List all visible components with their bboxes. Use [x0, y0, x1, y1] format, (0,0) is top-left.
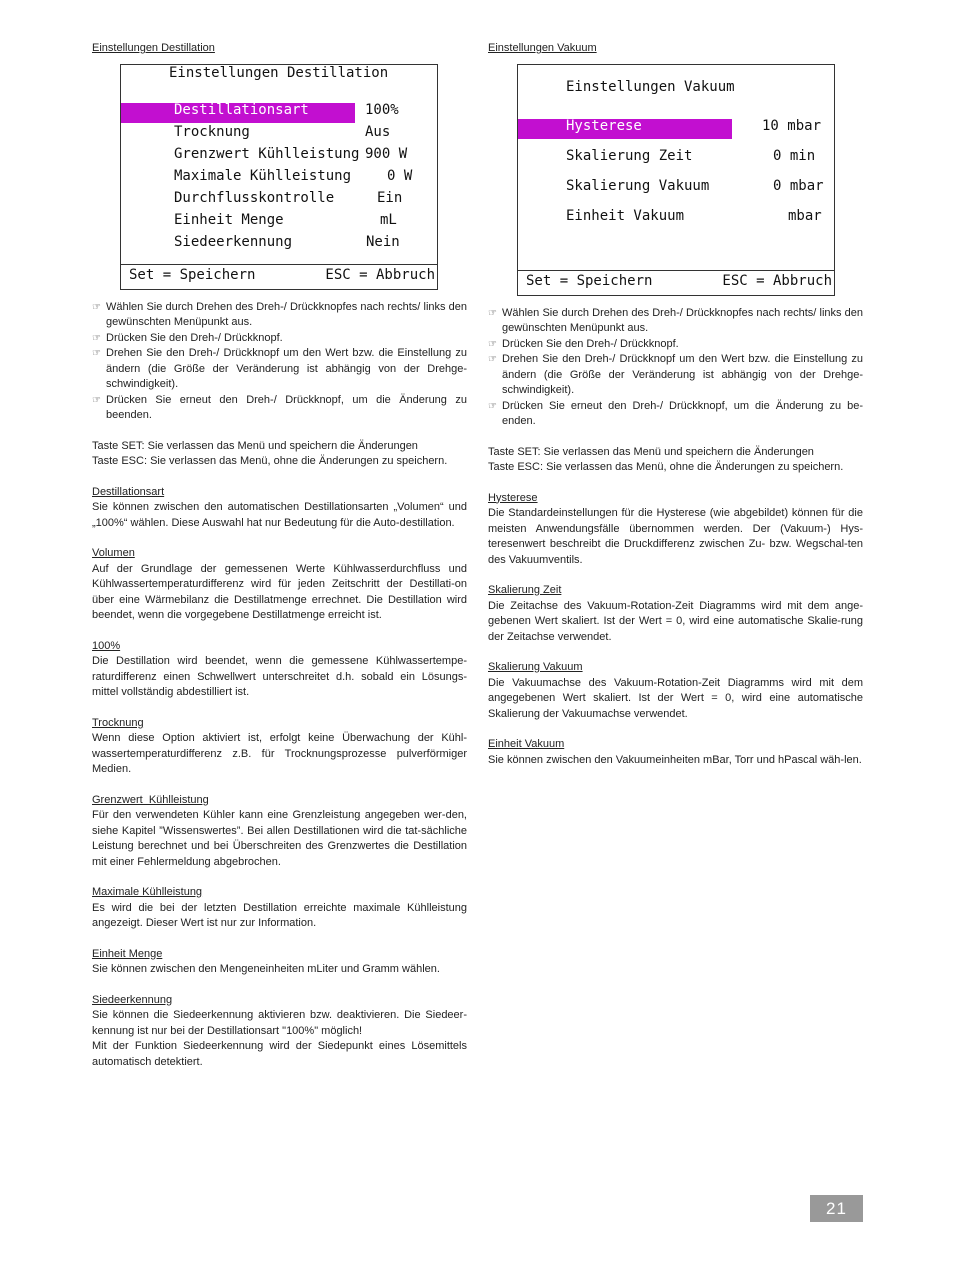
section-text: Für den verwendeten Kühler kann eine Grenzleistung angegeben wer-den, siehe Kapitel ”Wissenswertes”. Bei allen Destillationen wird die tat-sächliche Leistung berechnet und bei Überschreiten des Grenzwertes die Destillation mit einer Fehlermeldung abgebrochen. — [92, 809, 467, 868]
pointing-hand-icon: ☞ — [488, 338, 497, 350]
section-einheit-vakuum — [488, 737, 863, 768]
section-text: Sie können die Siedeerkennung aktivieren bzw. deaktivieren. Die Siedeer-kennung ist nur bei der Destillationsart "100%" möglich! — [92, 1009, 467, 1037]
lcd-row-label: Grenzwert Kühlleistung — [174, 145, 360, 162]
lcd-row-label: Durchflusskontrolle — [174, 189, 335, 206]
lcd-row-maximale-kuehlleistung[interactable] — [174, 167, 413, 189]
lcd-row-hysterese[interactable] — [566, 119, 828, 139]
pointing-hand-icon: ☞ — [92, 394, 101, 406]
lcd-footer-esc: ESC = Abbruch — [722, 272, 832, 289]
pointing-hand-icon: ☞ — [92, 332, 101, 344]
lcd-row-value: 10 mbar — [762, 117, 822, 134]
lcd-row-value: Aus — [365, 123, 391, 140]
key-set-text: Taste SET: Sie verlassen das Menü und speichern die Änderungen — [92, 439, 418, 452]
lcd-row-destillationsart[interactable] — [174, 103, 404, 123]
list-item: ☞ Drücken Sie den Dreh-/ Drückknopf. — [488, 337, 863, 353]
section-text: Auf der Grundlage der gemessenen Werte Kühlwasserdurchfluss und Kühlwassertemperaturdifferenz wird für jeden Zeitschritt der Destillati-on über eine Wärmebilanz die Destillatmenge errechnet. Die Destillation wird beendet, wenn die vorgegebene Destillatmenge erreicht ist. — [92, 562, 467, 621]
lcd-footer — [121, 264, 437, 289]
lcd-row-value: mL — [380, 211, 397, 228]
lcd-row-label: Einheit Menge — [174, 211, 284, 228]
section-title: Grenzwert Kühlleistung — [92, 793, 209, 806]
section-text: Sie können zwischen den Mengeneinheiten mLiter und Gramm wählen. — [92, 963, 440, 975]
section-title: Skalierung Zeit — [488, 584, 562, 596]
key-set-text: Taste SET: Sie verlassen das Menü und speichern die Änderungen — [488, 445, 814, 458]
page-number: 21 — [810, 1195, 863, 1222]
section-maximale-kuehlleistung — [92, 885, 467, 932]
instruction-list — [92, 300, 467, 424]
section-heading: Einstellungen Vakuum — [488, 42, 597, 54]
section-volumen — [92, 546, 467, 624]
lcd-title: Einstellungen Vakuum — [566, 78, 735, 95]
lcd-row-trocknung[interactable] — [174, 125, 404, 145]
section-title: Destillationsart — [92, 485, 165, 498]
lcd-row-label: Skalierung Zeit — [566, 147, 693, 164]
lcd-row-skalierung-vakuum[interactable] — [566, 179, 828, 199]
lcd-footer-set: Set = Speichern — [129, 266, 256, 283]
section-skalierung-vakuum — [488, 660, 863, 722]
lcd-row-label: Siedeerkennung — [174, 233, 293, 250]
lcd-row-siedeerkennung[interactable] — [174, 235, 404, 255]
section-text: Wenn diese Option aktiviert ist, erfolgt keine Überwachung der Kühl-wassertemperaturdifferenz z.B. für Trocknungsprozesse pulverförmiger Medien. — [92, 732, 467, 775]
lcd-row-label: Trocknung — [174, 123, 250, 140]
pointing-hand-icon: ☞ — [488, 400, 497, 412]
section-text: Die Destillation wird beendet, wenn die gemessene Kühlwassertempe-raturdifferenz einen Schwellwert unterschreitet d.h. sobald ein Lösungs-mittel vollständig abdestilliert ist. — [92, 655, 467, 698]
list-item: ☞ Wählen Sie durch Drehen des Dreh-/ Drückknopfes nach rechts/ links den gewünschten Menüpunkt aus. — [488, 306, 863, 334]
lcd-row-label: Hysterese — [566, 117, 642, 134]
lcd-row-label: Destillationsart — [174, 101, 309, 118]
lcd-row-durchflusskontrolle[interactable] — [174, 191, 404, 211]
section-siedeerkennung — [92, 993, 467, 1071]
lcd-destillation-settings — [120, 64, 438, 290]
key-descriptions — [92, 439, 467, 470]
section-heading: Einstellungen Destillation — [92, 42, 215, 54]
section-text: Die Standardeinstellungen für die Hysterese (wie abgebildet) können für die meisten Anwendungsfälle übernommen werden. Der (Vakuum-) Hys-teresenwert beschreibt die Druckdifferenz zwischen Zu- bzw. Wegschal-ten des Vakuumventils. — [488, 507, 863, 566]
section-title: Volumen — [92, 547, 135, 559]
lcd-row-einheit-menge[interactable] — [174, 213, 404, 233]
lcd-row-skalierung-zeit[interactable] — [566, 149, 828, 169]
lcd-row-label: Skalierung Vakuum — [566, 177, 710, 194]
lcd-row-value: mbar — [788, 207, 822, 224]
section-title: 100% — [92, 639, 121, 652]
section-text: Die Zeitachse des Vakuum-Rotation-Zeit Diagramms wird mit dem ange-gebenen Wert skaliert. Ist der Wert = 0, wird eine automatische Skalie-rung der Zeitachse verwendet. — [488, 599, 863, 643]
lcd-row-value: 0 mbar — [773, 177, 824, 194]
section-text: Sie können zwischen den automatischen Destillationsarten „Volumen“ und „100%“ wählen. Diese Auswahl hat nur Bedeutung für die Auto-destillation. — [92, 501, 467, 529]
pointing-hand-icon: ☞ — [488, 307, 497, 319]
list-item: ☞ Drehen Sie den Dreh-/ Drückknopf um den Wert bzw. die Einstellung zu ändern (die Größe der Veränderung ist abhängig von der Drehge-schwindigkeit). — [92, 347, 467, 390]
lcd-footer-set: Set = Speichern — [526, 272, 653, 289]
section-einheit-menge — [92, 947, 467, 978]
pointing-hand-icon: ☞ — [92, 348, 101, 359]
key-esc-text: Taste ESC: Sie verlassen das Menü, ohne die Änderungen zu speichern. — [488, 461, 844, 473]
section-100-percent — [92, 639, 467, 701]
section-title: Einheit Menge — [92, 947, 163, 960]
list-item: ☞ Drücken Sie erneut den Dreh-/ Drückknopf, um die Änderung zu be-enden. — [488, 399, 863, 427]
left-column — [92, 41, 467, 1070]
lcd-footer-esc: ESC = Abbruch — [325, 266, 435, 283]
list-item: ☞ Drehen Sie den Dreh-/ Drückknopf um den Wert bzw. die Einstellung zu ändern (die Größe der Veränderung ist abhängig von der Drehge-schwindigkeit). — [488, 353, 863, 396]
section-skalierung-zeit — [488, 583, 863, 645]
section-text: Sie können zwischen den Vakuumeinheiten mBar, Torr und hPascal wäh-len. — [488, 753, 862, 766]
section-title: Hysterese — [488, 491, 538, 504]
lcd-row-grenzwert[interactable] — [174, 145, 408, 167]
section-title: Maximale Kühlleistung — [92, 886, 203, 898]
pointing-hand-icon: ☞ — [92, 301, 101, 313]
section-text: Es wird die bei der letzten Destillation erreichte maximale Kühlleistung angezeigt. Dieser Wert ist nur zur Information. — [92, 901, 467, 929]
lcd-row-label: Maximale Kühlleistung — [174, 167, 352, 184]
section-text: Mit der Funktion Siedeerkennung wird der Siedepunkt eines Lösemittels automatisch detektiert. — [92, 1040, 467, 1068]
right-column — [488, 41, 863, 768]
list-item: ☞ Drücken Sie den Dreh-/ Drückknopf. — [92, 331, 467, 347]
list-item: ☞ Drücken Sie erneut den Dreh-/ Drückknopf, um die Änderung zu beenden. — [92, 393, 467, 421]
lcd-title: Einstellungen Destillation — [169, 64, 389, 81]
lcd-row-einheit-vakuum[interactable] — [566, 209, 828, 229]
section-title: Skalierung Vakuum — [488, 661, 583, 673]
lcd-row-value: 100% — [365, 101, 399, 118]
key-descriptions — [488, 445, 863, 476]
lcd-vakuum-settings — [517, 64, 835, 296]
lcd-footer — [518, 270, 834, 295]
lcd-row-value: Ein — [377, 189, 403, 206]
pointing-hand-icon: ☞ — [488, 354, 497, 365]
section-title: Siedeerkennung — [92, 993, 173, 1006]
section-grenzwert-kuehlleistung — [92, 793, 467, 871]
section-title: Trocknung — [92, 716, 144, 729]
lcd-row-value: Nein — [366, 233, 400, 250]
lcd-row-value: 0 W — [387, 167, 413, 184]
lcd-row-label: Einheit Vakuum — [566, 207, 685, 224]
section-text: Die Vakuumachse des Vakuum-Rotation-Zeit Diagramms wird mit dem angegebenen Wert skaliert. Ist der Wert = 0, wird eine automatische Skalierung der Vakuumachse verwendet. — [488, 676, 863, 720]
lcd-row-value: 900 W — [365, 145, 408, 162]
section-destillationsart — [92, 485, 467, 532]
section-title: Einheit Vakuum — [488, 738, 565, 750]
lcd-row-value: 0 min — [773, 147, 816, 164]
key-esc-text: Taste ESC: Sie verlassen das Menü, ohne die Änderungen zu speichern. — [92, 455, 448, 467]
section-hysterese — [488, 491, 863, 569]
section-trocknung — [92, 716, 467, 778]
list-item: ☞ Wählen Sie durch Drehen des Dreh-/ Drückknopfes nach rechts/ links den gewünschten Menüpunkt aus. — [92, 300, 467, 328]
instruction-list — [488, 306, 863, 430]
